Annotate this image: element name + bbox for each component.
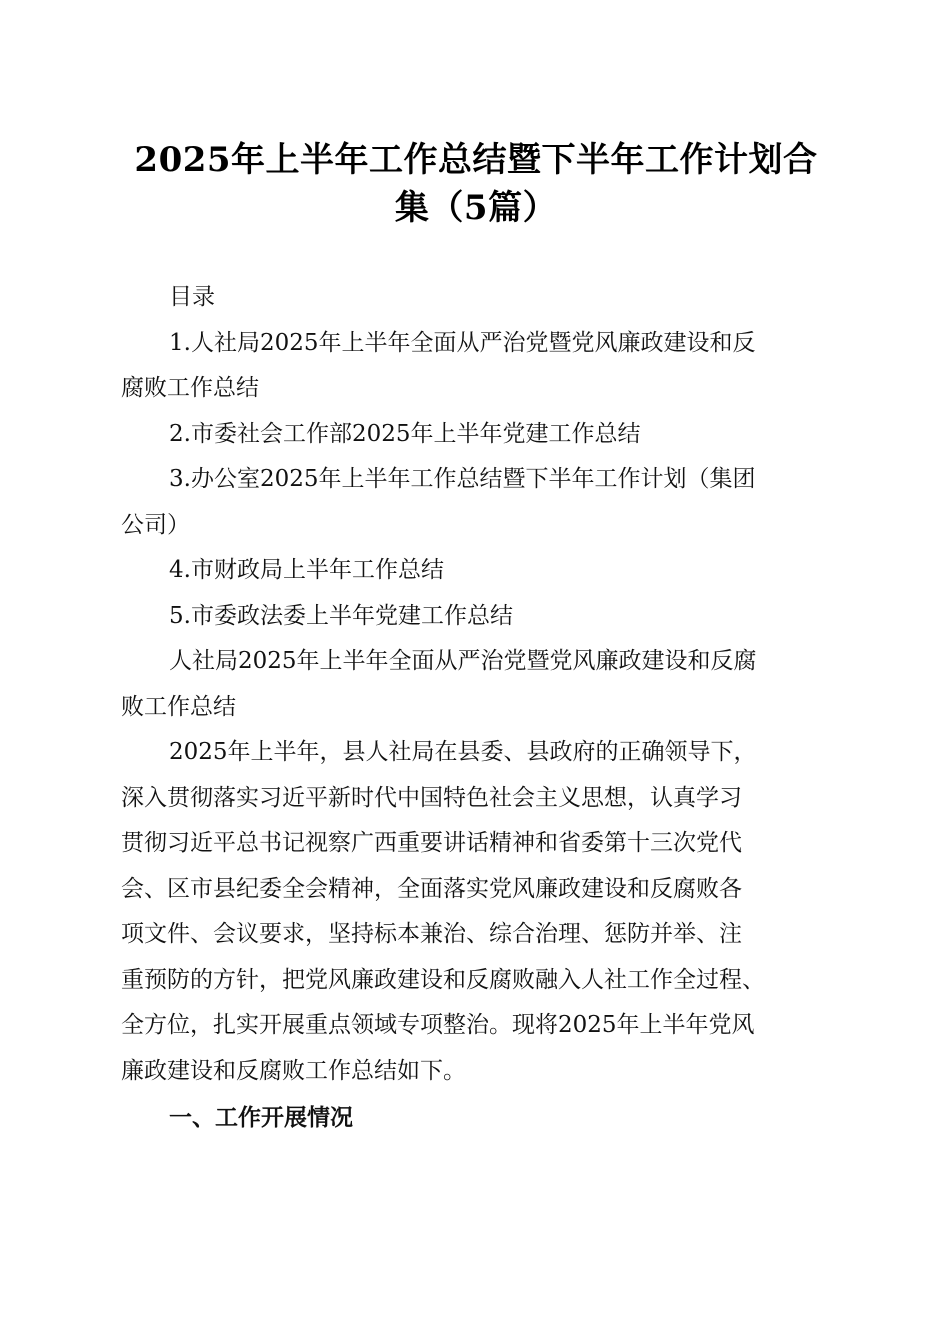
section-title bbox=[121, 639, 833, 730]
toc-item-3-line-1: 3.办公室2025年上半年工作总结暨下半年工作计划（集团 bbox=[169, 466, 756, 492]
section-title-line-2: 败工作总结 bbox=[121, 693, 236, 720]
toc-item-1 bbox=[121, 321, 833, 412]
intro-line: 会、区市县纪委全会精神，全面落实党风廉政建设和反腐败各 bbox=[121, 875, 742, 902]
toc-item-1-line-2: 腐败工作总结 bbox=[121, 375, 259, 401]
intro-line: 项文件、会议要求，坚持标本兼治、综合治理、惩防并举、注 bbox=[121, 921, 742, 947]
document-title bbox=[120, 136, 832, 232]
intro-paragraph bbox=[121, 730, 833, 1094]
intro-line: 贯彻习近平总书记视察广西重要讲话精神和省委第十三次党代 bbox=[121, 830, 742, 856]
section-title-line-1: 人社局2025年上半年全面从严治党暨党风廉政建设和反腐 bbox=[169, 648, 757, 674]
toc-item-3 bbox=[121, 457, 833, 548]
toc-item-4 bbox=[121, 548, 833, 594]
toc-item-5 bbox=[121, 594, 833, 640]
toc-item-4-line-1: 4.市财政局上半年工作总结 bbox=[169, 557, 444, 583]
intro-line: 廉政建设和反腐败工作总结如下。 bbox=[121, 1057, 466, 1084]
intro-line: 重预防的方针，把党风廉政建设和反腐败融入人社工作全过程、 bbox=[121, 966, 765, 993]
intro-line: 2025年上半年，县人社局在县委、县政府的正确领导下， bbox=[169, 739, 757, 765]
title-line-2: 集（5篇） bbox=[394, 188, 558, 228]
toc-item-3-line-2: 公司） bbox=[121, 511, 190, 538]
document-body bbox=[121, 275, 833, 1142]
title-line-1: 2025年上半年工作总结暨下半年工作计划合 bbox=[134, 140, 818, 180]
intro-line: 深入贯彻落实习近平新时代中国特色社会主义思想，认真学习 bbox=[121, 784, 742, 811]
toc-label: 目录 bbox=[169, 284, 215, 310]
toc-item-5-line-1: 5.市委政法委上半年党建工作总结 bbox=[169, 602, 513, 629]
intro-line: 全方位，扎实开展重点领域专项整治。现将2025年上半年党风 bbox=[121, 1012, 755, 1038]
section-heading-1: 一、工作开展情况 bbox=[169, 1105, 353, 1131]
toc-item-1-line-1: 1.人社局2025年上半年全面从严治党暨党风廉政建设和反 bbox=[169, 329, 756, 356]
toc-item-2 bbox=[121, 412, 833, 458]
toc-item-2-line-1: 2.市委社会工作部2025年上半年党建工作总结 bbox=[169, 420, 641, 447]
